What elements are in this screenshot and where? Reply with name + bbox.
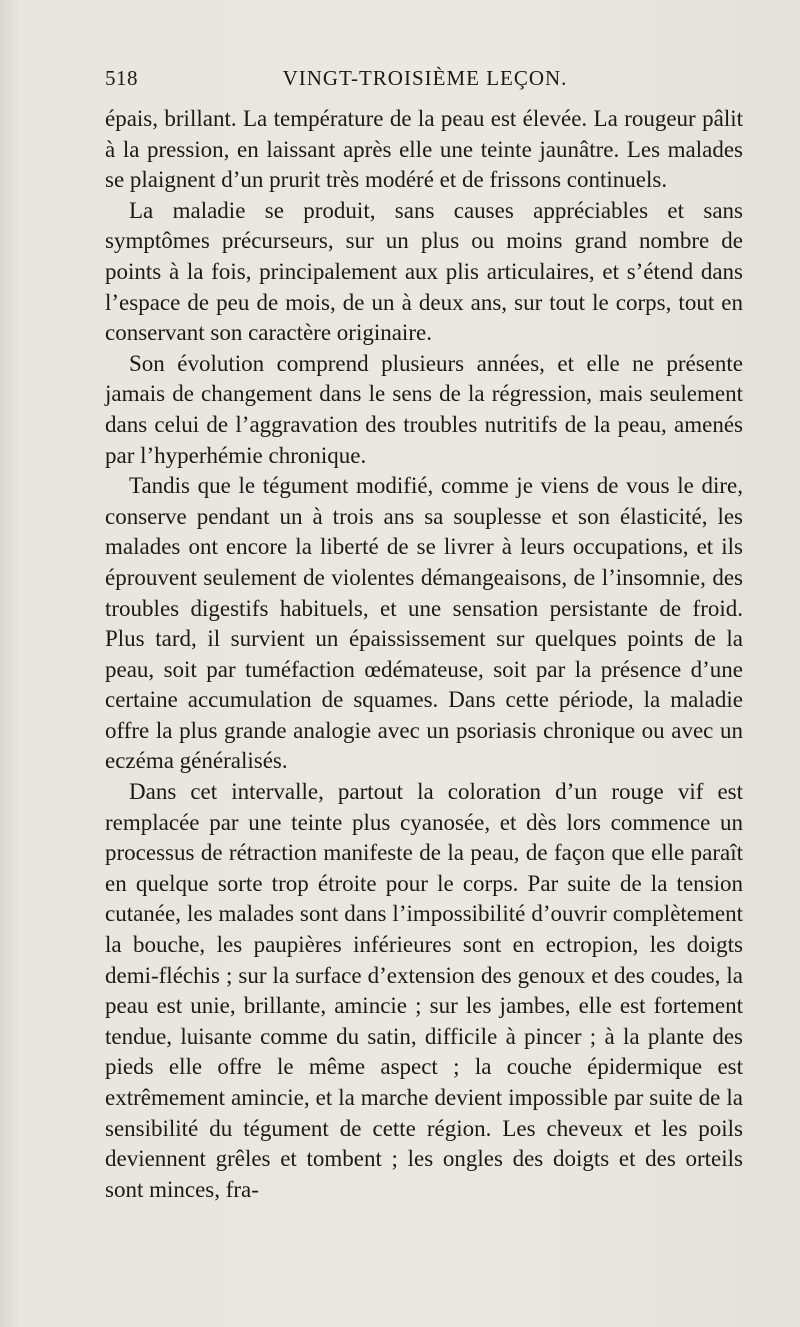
- paragraph-3: Son évolution comprend plusieurs années, et elle ne présente jamais de changement dans le sens de la régression, mais seulement dans celui de l’aggravation des troubles nutritifs de la peau, amenés par l’hyperhémie chronique.: [105, 350, 743, 468]
- paragraph-2: La maladie se produit, sans causes appréciables et sans symptômes précurseurs, sur un plus ou moins grand nombre de points à la fois, principalement aux plis articulaires, et s’étend dans l’espace de peu de mois, de un à deux ans, sur tout le corps, tout en conservant son caractère originaire.: [105, 197, 743, 346]
- page-number: 518: [105, 66, 138, 90]
- paragraph-5: Dans cet intervalle, partout la coloration d’un rouge vif est remplacée par une teinte plus cyanosée, et dès lors commence un processus de rétraction manifeste de la peau, de façon que elle paraît en quelque sorte trop étroite pour le corps. Par suite de la tension cutanée, les malades sont dans l’impossibilité d’ouvrir complètement la bouche, les paupières inférieures sont en ectropion, les doigts demi-fléchis ; sur la surface d’extension des genoux et des coudes, la peau est unie, brillante, amincie ; sur les jambes, elle est fortement tendue, luisante comme du satin, difficile à pincer ; à la plante des pieds elle offre le même aspect ; la couche épidermique est extrêmement amincie, et la marche devient impossible par suite de la sensibilité du tégument de cette région. Les cheveux et les poils deviennent grêles et tombent ; les ongles des doigts et des orteils sont minces, fra-: [105, 779, 743, 1202]
- paragraph-4: Tandis que le tégument modifié, comme je viens de vous le dire, conserve pendant un à trois ans sa souplesse et son élasticité, les malades ont encore la liberté de se livrer à leurs occupations, et ils éprouvent seulement de violentes démangeaisons, de l’insomnie, des troubles digestifs habituels, et une sensation persistante de froid. Plus tard, il survient un épaississement sur quelques points de la peau, soit par tuméfaction œdémateuse, soit par la présence d’une certaine accumulation de squames. Dans cette période, la maladie offre la plus grande analogie avec un psoriasis chronique ou avec un eczéma généralisés.: [105, 473, 743, 774]
- page-header: [105, 66, 745, 96]
- running-title: VINGT-TROISIÈME LEÇON.: [282, 66, 568, 90]
- body-text: [105, 104, 743, 1205]
- paragraph-1: épais, brillant. La température de la peau est élevée. La rougeur pâlit à la pression, en laissant après elle une teinte jaunâtre. Les malades se plaignent d’un prurit très modéré et de frissons continuels.: [105, 106, 743, 193]
